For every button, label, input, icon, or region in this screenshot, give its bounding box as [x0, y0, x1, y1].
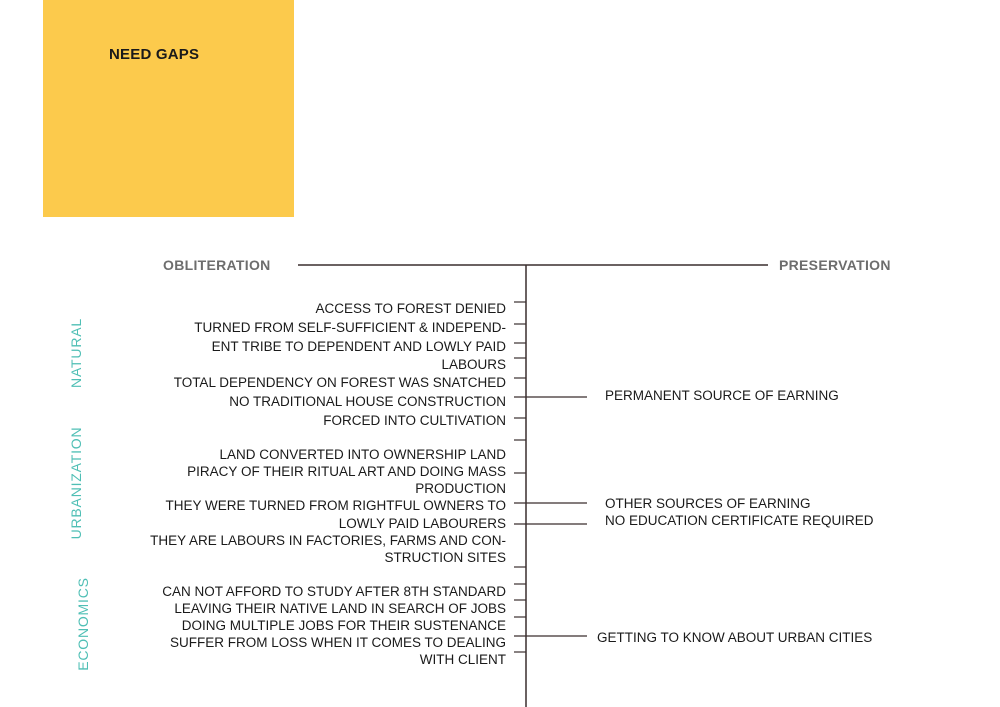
left-item: LABOURS — [441, 357, 506, 372]
left-item: LEAVING THEIR NATIVE LAND IN SEARCH OF JOBS — [174, 601, 506, 616]
left-item: STRUCTION SITES — [384, 550, 506, 565]
axis-label-obliteration: OBLITERATION — [163, 257, 271, 273]
left-item: CAN NOT AFFORD TO STUDY AFTER 8TH STANDARD — [162, 584, 506, 599]
left-item: DOING MULTIPLE JOBS FOR THEIR SUSTENANCE — [181, 618, 506, 633]
right-item: OTHER SOURCES OF EARNING — [605, 496, 811, 511]
left-item: NO TRADITIONAL HOUSE CONSTRUCTION — [229, 394, 506, 409]
left-item: FORCED INTO CULTIVATION — [323, 413, 506, 428]
left-item: THEY ARE LABOURS IN FACTORIES, FARMS AND CON- — [150, 533, 506, 548]
category-economics: ECONOMICS — [75, 577, 91, 671]
left-item: ACCESS TO FOREST DENIED — [315, 301, 506, 316]
left-item: LAND CONVERTED INTO OWNERSHIP LAND — [219, 447, 506, 462]
left-item: THEY WERE TURNED FROM RIGHTFUL OWNERS TO — [165, 498, 506, 513]
right-item: NO EDUCATION CERTIFICATE REQUIRED — [605, 513, 874, 528]
left-item: WITH CLIENT — [419, 652, 506, 667]
category-natural: NATURAL — [68, 318, 84, 388]
left-item: ENT TRIBE TO DEPENDENT AND LOWLY PAID — [211, 339, 506, 354]
left-item: TURNED FROM SELF-SUFFICIENT & INDEPEND- — [194, 320, 506, 335]
axis-label-preservation: PRESERVATION — [779, 257, 891, 273]
left-item: PRODUCTION — [415, 481, 506, 496]
right-item: GETTING TO KNOW ABOUT URBAN CITIES — [597, 630, 873, 645]
page-title: NEED GAPS — [109, 46, 200, 63]
left-item: SUFFER FROM LOSS WHEN IT COMES TO DEALING — [169, 635, 506, 650]
left-item: PIRACY OF THEIR RITUAL ART AND DOING MASS — [187, 464, 506, 479]
left-item: LOWLY PAID LABOURERS — [338, 516, 506, 531]
category-urbanization: URBANIZATION — [68, 426, 84, 540]
right-item: PERMANENT SOURCE OF EARNING — [605, 388, 839, 403]
left-item: TOTAL DEPENDENCY ON FOREST WAS SNATCHED — [173, 375, 506, 390]
left-ticks — [514, 302, 526, 652]
